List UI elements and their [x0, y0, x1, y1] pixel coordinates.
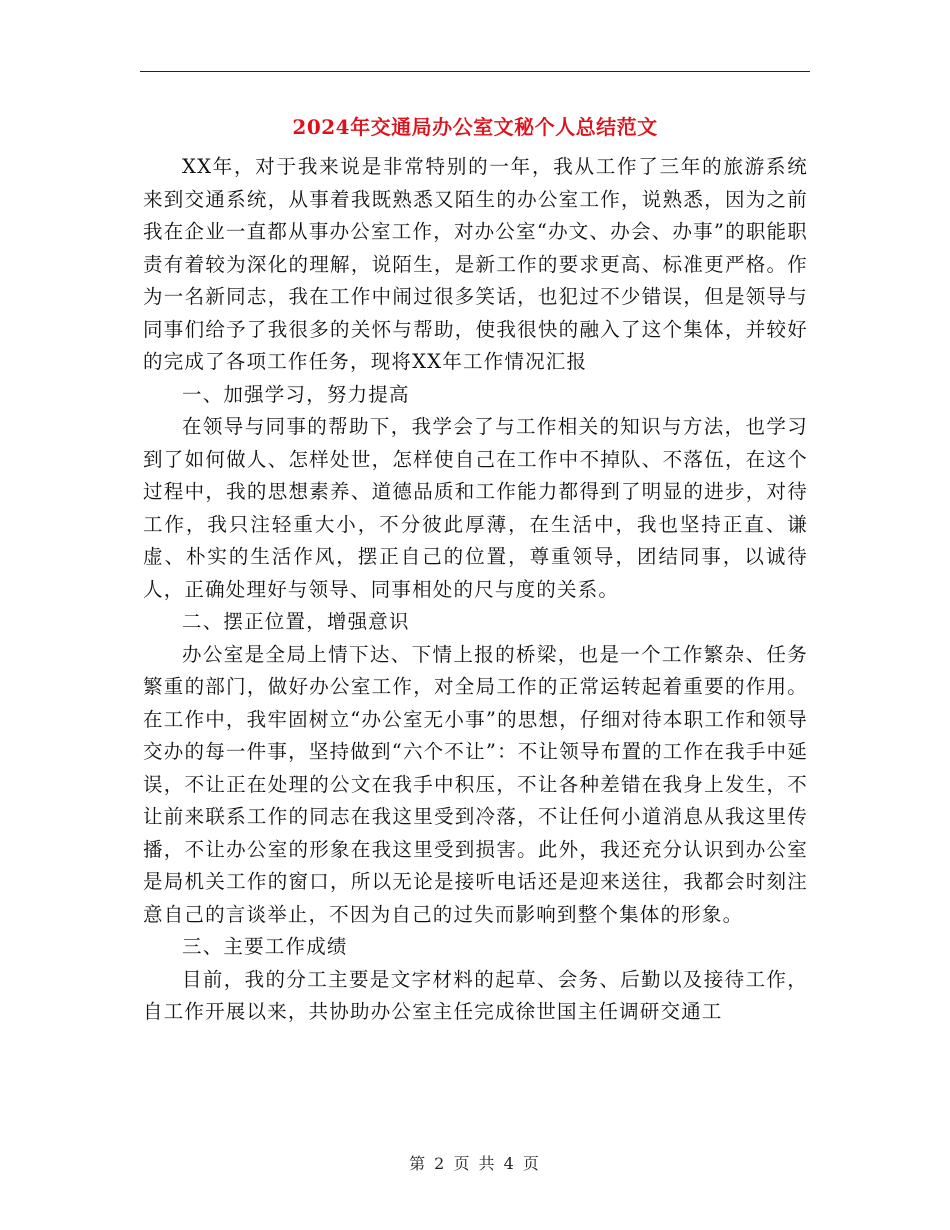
section-heading-3: 三、主要工作成绩 [182, 935, 348, 958]
document-title: 2024年交通局办公室文秘个人总结范文 [292, 115, 658, 139]
section-heading-1: 一、加强学习，努力提高 [182, 382, 410, 406]
document-body [143, 151, 808, 1029]
section-heading-2: 二、摆正位置，增强意识 [182, 610, 410, 633]
intro-paragraph: XX年，对于我来说是非常特别的一年，我从工作了三年的旅游系统来到交通系统，从事着我既熟悉又陌生的办公室工作，说熟悉，因为之前我在企业一直都从事办公室工作，对办公室“办文、办会、办事”的职能职责有着较为深化的理解，说陌生，是新工作的要求更高、标准更严格。作为一名新同志，我在工作中闹过很多笑话，也犯过不少错误，但是领导与同事们给予了我很多的关怀与帮助，使我很快的融入了这个集体，并较好的完成了各项工作任务，现将XX年工作情况汇报 [143, 155, 808, 373]
header-rule [140, 71, 810, 72]
section-paragraph-1: 在领导与同事的帮助下，我学会了与工作相关的知识与方法，也学习到了如何做人、怎样处世，怎样使自己在工作中不掉队、不落伍，在这个过程中，我的思想素养、道德品质和工作能力都得到了明显的进步，对待工作，我只注轻重大小，不分彼此厚薄，在生活中，我也坚持正直、谦虚、朴实的生活作风，摆正自己的位置，尊重领导，团结同事，以诚待人，正确处理好与领导、同事相处的尺与度的关系。 [143, 415, 808, 601]
section-paragraph-2: 办公室是全局上情下达、下情上报的桥梁，也是一个工作繁杂、任务繁重的部门，做好办公室工作，对全局工作的正常运转起着重要的作用。在工作中，我牢固树立“办公室无小事”的思想，仔细对待本职工作和领导交办的每一件事，坚持做到“六个不让”：不让领导布置的工作在我手中延误，不让正在处理的公文在我手中积压，不让各种差错在我身上发生，不让前来联系工作的同志在我这里受到冷落，不让任何小道消息从我这里传播，不让办公室的形象在我这里受到损害。此外，我还充分认识到办公室是局机关工作的窗口，所以无论是接听电话还是迎来送往，我都会时刻注意自己的言谈举止，不因为自己的过失而影响到整个集体的形象。 [143, 642, 808, 926]
section-paragraph-3: 目前，我的分工主要是文字材料的起草、会务、后勤以及接待工作，自工作开展以来，共协助办公室主任完成徐世国主任调研交通工 [143, 967, 808, 1023]
page-footer: 第 2 页 共 4 页 [409, 1154, 541, 1173]
